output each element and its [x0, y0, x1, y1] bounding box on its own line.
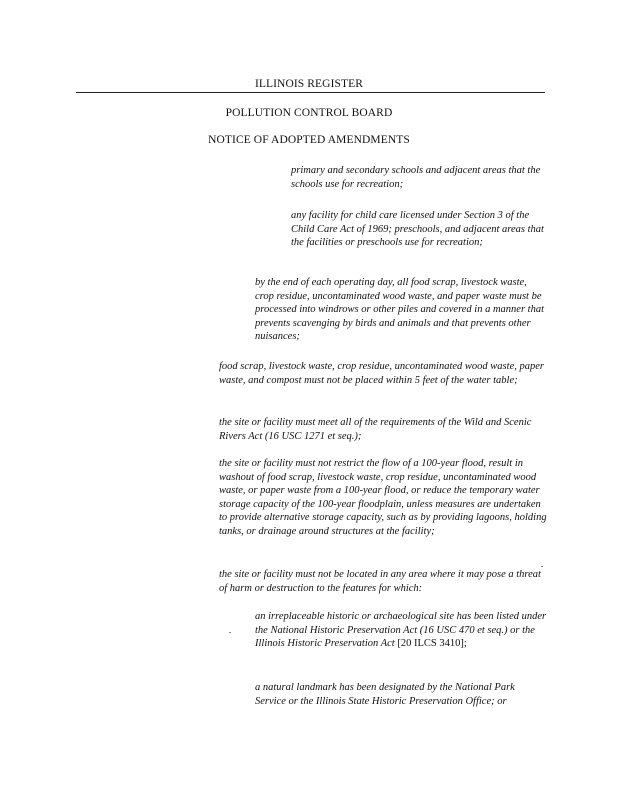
historic-site-text: an irreplaceable historic or archaeological site has been listed under the National Historic Preservation Act (16 USC 470 et seq.) or the Illinois Historic Preservation Act: [255, 611, 547, 650]
paragraph-water-table: food scrap, livestock waste, crop residue, uncontaminated wood waste, paper waste, and compost must not be placed within 5 feet of the water table;: [219, 361, 544, 386]
paragraph-flood: the site or facility must not restrict the flow of a 100-year flood, result in washout of food scrap, livestock waste, crop residue, uncontaminated wood waste, or paper waste from a 100-year flood, or reduce the temporary water storage capacity of the 100-year floodplain, unless measures are undertaken to provide alternative storage capacity, such as by providing lagoons, holding tanks, or drainage around structures at the facility;: [219, 458, 547, 537]
paragraph-wild-scenic-rivers: the site or facility must meet all of the requirements of the Wild and Scenic Rivers Act (16 USC 1271 et seq.);: [219, 417, 532, 442]
paragraph-historic-site: [255, 610, 547, 651]
header-rule: [76, 92, 545, 93]
paragraph-schools: primary and secondary schools and adjacent areas that the schools use for recreation;: [291, 165, 541, 190]
historic-site-citation: [20 ILCS 3410];: [397, 638, 467, 650]
scan-speck: [229, 632, 231, 633]
register-title: ILLINOIS REGISTER: [254, 78, 364, 90]
scan-speck: [541, 566, 543, 567]
paragraph-natural-landmark: a natural landmark has been designated by the National Park Service or the Illinois State Historic Preservation Office; or: [255, 682, 515, 707]
paragraph-threat: the site or facility must not be located in any area where it may pose a threat of harm or destruction to the features for which:: [219, 569, 541, 594]
board-title: POLLUTION CONTROL BOARD: [225, 107, 393, 119]
paragraph-operating-day: by the end of each operating day, all food scrap, livestock waste, crop residue, uncontaminated wood waste, and paper waste must be processed into windrows or other piles and covered in a manner that prevents scavenging by birds and animals and that prevents other nuisances;: [255, 277, 545, 343]
notice-title: NOTICE OF ADOPTED AMENDMENTS: [208, 134, 410, 146]
paragraph-child-care: any facility for child care licensed under Section 3 of the Child Care Act of 1969; preschools, and adjacent areas that the facilities or preschools use for recreation;: [291, 210, 544, 249]
